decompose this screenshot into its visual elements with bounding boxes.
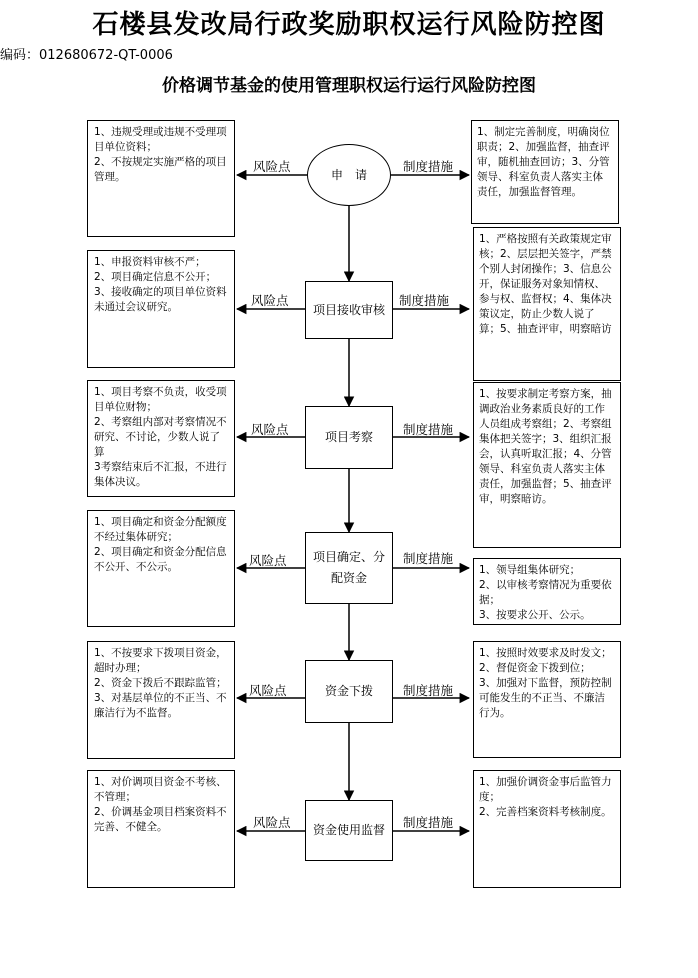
risk-text: 2、不按规定实施严格的项目管理。: [94, 156, 227, 183]
risk-text: 1、违规受理或违规不受理项目单位资料；: [94, 126, 227, 153]
measure-label-3: 制度措施: [403, 422, 454, 437]
risk-label-4: 风险点: [249, 553, 287, 568]
measure-text: 3、加强对下监督，预防控制可能发生的不正当、不廉洁行为。: [479, 677, 612, 719]
risk-box-1: [87, 120, 235, 237]
document-code: 编码：012680672-QT-0006: [0, 48, 173, 63]
risk-text: 2、项目确定和资金分配信息不公开、不公示。: [94, 546, 227, 573]
measure-text: 1、制定完善制度，明确岗位职责；2、加强监督，抽查评审，随机抽查回访；3、分管领导、科室负责人落实主体责任，加强监督管理。: [477, 126, 610, 198]
risk-box-3: [87, 380, 235, 497]
risk-text: 2、资金下拨后不跟踪监管；: [94, 677, 227, 689]
measure-label-2: 制度措施: [399, 293, 450, 308]
risk-text: 2、价调基金项目档案资料不完善、不健全。: [94, 806, 227, 833]
measure-text: 1、按要求制定考察方案，抽调政治业务素质良好的工作人员组成考察组；2、考察组集体把关签字；3、组织汇报会，认真听取汇报；4、分管领导、科室负责人落实主体责任，加强监督；5、抽查评审，明察暗访。: [479, 388, 612, 505]
risk-text: 1、申报资料审核不严；: [94, 256, 206, 268]
risk-box-2: [87, 250, 235, 368]
risk-text: 1、对价调项目资金不考核、不管理；: [94, 776, 227, 803]
measure-label-4: 制度措施: [403, 551, 454, 566]
step-fund-supervision: [305, 800, 393, 861]
measure-box-5: [473, 641, 621, 758]
step-review: [305, 281, 393, 339]
step-label: 项目确定、分配资金: [312, 550, 385, 585]
risk-box-4: [87, 510, 235, 627]
measure-text: 2、以审核考察情况为重要依据；: [479, 579, 612, 606]
page-title: 石楼县发改局行政奖励职权运行风险防控图: [92, 10, 606, 40]
measure-box-6: [473, 770, 621, 888]
measure-box-2: [473, 227, 621, 381]
measure-box-1: [471, 120, 619, 224]
measure-text: 1、严格按照有关政策规定审核；2、层层把关签字，严禁个别人封闭操作；3、信息公开，保证服务对象知情权、参与权、监督权；4、集体决策议定，防止少数人说了算；5、抽查评审，明察暗访: [479, 233, 612, 335]
step-label: 项目接收审核: [312, 302, 385, 317]
measure-label-6: 制度措施: [403, 815, 454, 830]
step-inspection: [305, 406, 393, 469]
risk-label-1: 风险点: [253, 159, 291, 174]
risk-label-5: 风险点: [249, 683, 287, 698]
risk-text: 1、项目考察不负责，收受项目单位财物；: [94, 386, 227, 413]
measure-text: 1、领导组集体研究；: [479, 564, 581, 576]
measure-box-4: [473, 558, 621, 625]
measure-text: 1、加强价调资金事后监管力度；: [479, 776, 612, 803]
risk-label-6: 风险点: [253, 815, 291, 830]
step-apply: [307, 144, 391, 206]
risk-box-5: [87, 641, 235, 759]
step-label: 资金使用监督: [312, 823, 385, 837]
step-label: 项目考察: [324, 430, 373, 444]
measure-text: 1、按照时效要求及时发文；: [479, 647, 612, 659]
page-subtitle: 价格调节基金的使用管理职权运行运行风险防控图: [162, 76, 536, 96]
measure-text: 3、按要求公开、公示。: [479, 609, 591, 621]
step-label: 资金下拨: [324, 684, 373, 698]
risk-text: 1、项目确定和资金分配额度不经过集体研究；: [94, 516, 227, 543]
risk-text: 3、接收确定的项目单位资料未通过会议研究。: [94, 286, 227, 313]
risk-text: 3考察结束后不汇报，不进行集体决议。: [94, 461, 227, 488]
risk-text: 2、项目确定信息不公开；: [94, 271, 217, 283]
step-label: 申 请: [330, 167, 367, 182]
risk-text: 2、考察组内部对考察情况不研究、不讨论，少数人说了算: [94, 416, 227, 458]
risk-box-6: [87, 770, 235, 888]
risk-label-3: 风险点: [251, 422, 289, 437]
risk-text: 1、不按要求下拨项目资金，超时办理；: [94, 647, 227, 674]
measure-text: 2、督促资金下拨到位；: [479, 662, 591, 674]
measure-label-1: 制度措施: [403, 159, 454, 174]
risk-text: 3、对基层单位的不正当、不廉洁行为不监督。: [94, 692, 227, 719]
measure-text: 2、完善档案资料考核制度。: [479, 806, 612, 818]
risk-label-2: 风险点: [251, 293, 289, 308]
measure-label-5: 制度措施: [403, 683, 454, 698]
step-disburse-funds: [305, 660, 393, 723]
step-allocate-funds: [305, 532, 393, 604]
measure-box-3: [473, 382, 621, 548]
